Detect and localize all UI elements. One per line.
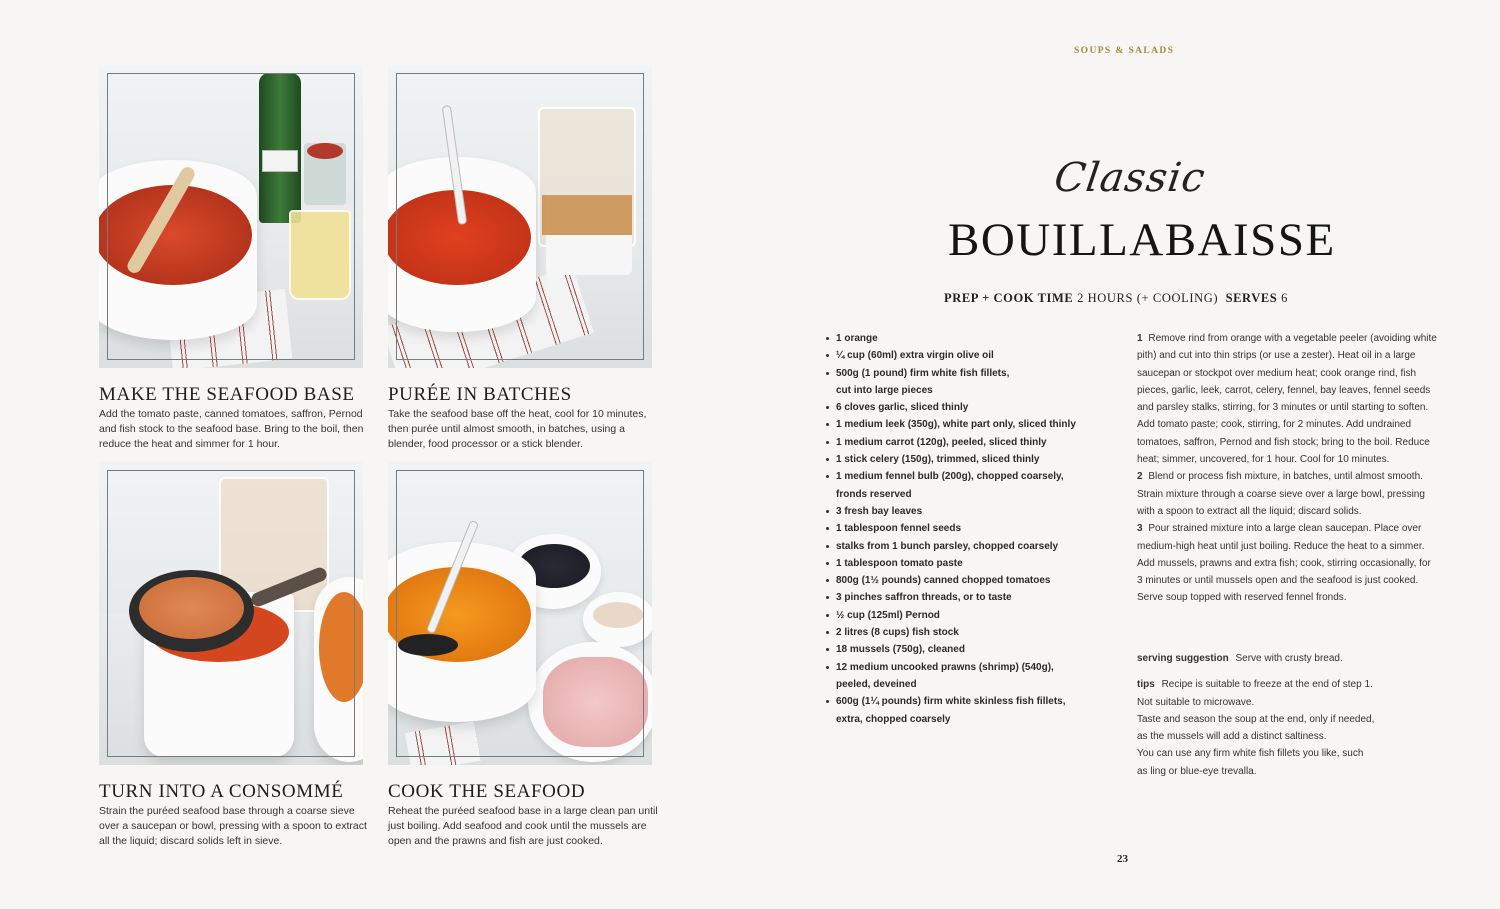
step-text: Add the tomato paste, canned tomatoes, saffron, Pernod and fish stock to the seafood base. Bring to the boil, then reduce the heat and simmer for 1 hour. (99, 408, 364, 450)
ingredient-item: 1 medium fennel bulb (200g), chopped coarsely, fronds reserved (826, 468, 1076, 503)
serving-suggestion (1137, 650, 1437, 667)
tips-label: tips (1137, 679, 1155, 691)
ingredient-item: 1 stick celery (150g), trimmed, sliced thinly (826, 451, 1126, 468)
step-photo (388, 462, 652, 765)
ingredient-item: ¼ cup (60ml) extra virgin olive oil (826, 347, 1126, 364)
ingredient-item: 500g (1 pound) firm white fish fillets, cut into large pieces (826, 365, 1026, 400)
ingredient-item: 2 litres (8 cups) fish stock (826, 624, 1126, 641)
method-step (1137, 520, 1437, 606)
ingredient-item: 18 mussels (750g), cleaned (826, 641, 1126, 658)
method-step-text: Pour strained mixture into a large clean saucepan. Place over medium-high heat until just boiling. Reduce the heat to a simmer. Add mussels, prawns and extra fish; cook, stirring occasionally, for 3 minutes or until mussels open and the seafood is just cooked. Serve soup topped with reserved fennel fronds. (1137, 523, 1431, 604)
ingredient-item: stalks from 1 bunch parsley, chopped coarsely (826, 538, 1126, 555)
ingredient-item: 12 medium uncooked prawns (shrimp) (540g), peeled, deveined (826, 659, 1066, 694)
serves-label: SERVES (1225, 291, 1278, 305)
section-label: SOUPS & SALADS (1074, 46, 1175, 56)
ingredient-item: 1 medium leek (350g), white part only, sliced thinly (826, 416, 1126, 433)
step-photo (388, 65, 652, 368)
ingredient-item: 1 tablespoon fennel seeds (826, 520, 1126, 537)
tips (1137, 676, 1437, 780)
step-puree-in-batches (388, 65, 658, 452)
prep-label: PREP + COOK TIME (944, 291, 1074, 305)
method-step-text: Remove rind from orange with a vegetable peeler (avoiding white pith) and cut into thin strips (or use a zester). Heat oil in a large saucepan or stockpot over medium heat; cook orange rind, fish pieces, garlic, leek, carrot, celery, fennel, bay leaves, fennel seeds and parsley stalks, stirring, for 3 minutes or until starting to soften. Add tomato paste; cook, stirring, for 2 minutes. Add undrained tomatoes, saffron, Pernod and fish stock; bring to the boil. Reduce heat; simmer, uncovered, for 1 hour. Cool for 10 minutes. (1137, 333, 1437, 466)
step-cook-the-seafood (388, 462, 658, 849)
ingredient-item: 1 orange (826, 330, 1126, 347)
method-step-text: Blend or process fish mixture, in batches, until almost smooth. Strain mixture through a coarse sieve over a large bowl, pressing with a spoon to extract all the liquid; discard solids. (1137, 471, 1425, 517)
tip-line: as the mussels will add a distinct saltiness. (1137, 731, 1327, 743)
recipe-title: BOUILLABAISSE (948, 214, 1336, 266)
step-make-seafood-base (99, 65, 369, 452)
method-step-number: 2 (1137, 471, 1143, 483)
ingredient-item: 800g (1½ pounds) canned chopped tomatoes (826, 572, 1126, 589)
recipe-notes (1137, 650, 1437, 789)
method-steps (1137, 330, 1437, 607)
serving-suggestion-label: serving suggestion (1137, 653, 1229, 664)
serving-suggestion-text: Serve with crusty bread. (1235, 653, 1343, 664)
method-step-number: 3 (1137, 523, 1143, 535)
method-step (1137, 468, 1437, 520)
method-step-number: 1 (1137, 333, 1143, 344)
ingredient-item: 600g (1¼ pounds) firm white skinless fish fillets, extra, chopped coarsely (826, 693, 1071, 728)
step-title: TURN INTO A CONSOMMÉ (99, 781, 344, 802)
ingredient-item: 1 medium carrot (120g), peeled, sliced thinly (826, 434, 1126, 451)
ingredient-item: 6 cloves garlic, sliced thinly (826, 399, 1126, 416)
step-text: Reheat the puréed seafood base in a large clean pan until just boiling. Add seafood and cook until the mussels are open and the prawns and fish are just cooked. (388, 805, 658, 847)
ingredient-item: 3 pinches saffron threads, or to taste (826, 589, 1126, 606)
tip-line: Not suitable to microwave. (1137, 696, 1255, 708)
ingredient-item: 3 fresh bay leaves (826, 503, 1126, 520)
step-text: Strain the puréed seafood base through a coarse sieve over a saucepan or bowl, pressing with a spoon to extract all the liquid; discard solids left in sieve. (99, 805, 367, 847)
step-text: Take the seafood base off the heat, cool for 10 minutes, then purée until almost smooth, in batches, using a blender, food processor or a stick blender. (388, 408, 647, 450)
tip-line: Recipe is suitable to freeze at the end of step 1. (1161, 679, 1373, 691)
page-number: 23 (1117, 853, 1128, 865)
recipe-meta (944, 291, 1288, 306)
tip-line: You can use any firm white fish fillets you like, such (1137, 748, 1364, 760)
step-photo (99, 462, 363, 765)
tip-line: Taste and season the soup at the end, only if needed, (1137, 713, 1375, 725)
step-title: PURÉE IN BATCHES (388, 384, 572, 405)
step-turn-into-consomme (99, 462, 369, 849)
step-photo (99, 65, 363, 368)
step-title: MAKE THE SEAFOOD BASE (99, 384, 355, 405)
step-title: COOK THE SEAFOOD (388, 781, 586, 802)
tip-line: as ling or blue-eye trevalla. (1137, 765, 1257, 777)
ingredient-item: 1 tablespoon tomato paste (826, 555, 1126, 572)
ingredient-item: ½ cup (125ml) Pernod (826, 607, 1126, 624)
ingredients-list (826, 330, 1126, 728)
method-step (1137, 330, 1437, 468)
serves-value: 6 (1281, 291, 1288, 305)
prep-value: 2 HOURS (+ COOLING) (1077, 291, 1219, 305)
recipe-title-script: Classic (1051, 155, 1209, 201)
